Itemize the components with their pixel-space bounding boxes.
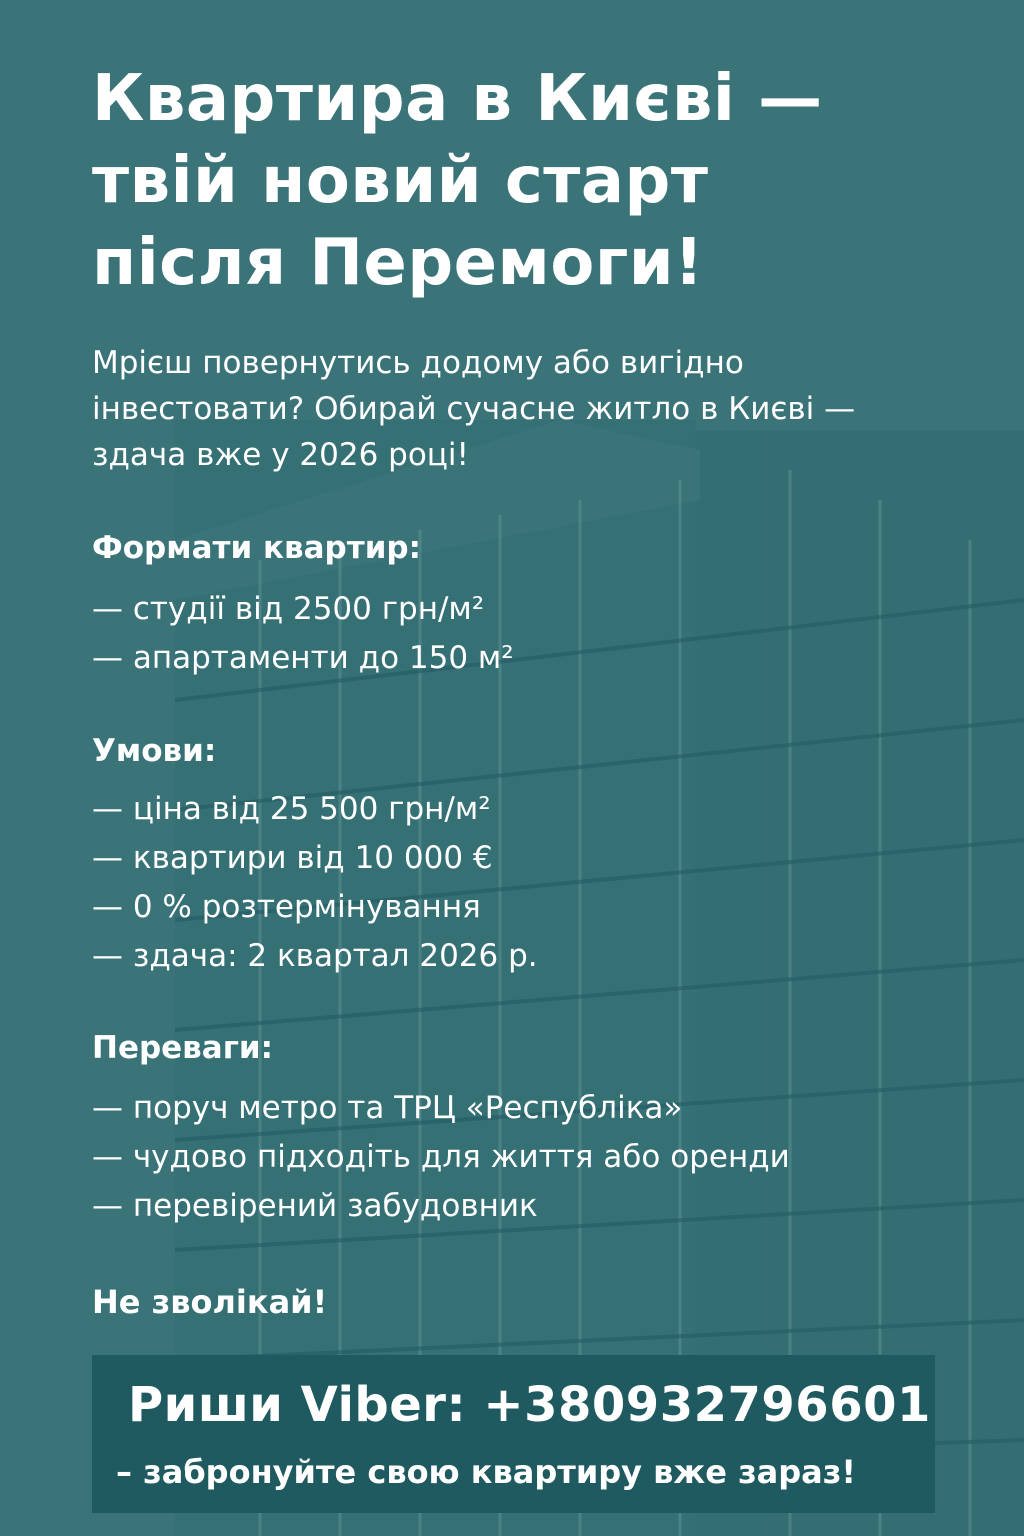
headline-line-2: твій новий старт xyxy=(92,144,709,218)
headline xyxy=(92,58,823,304)
intro-text: Мрієш повернутись додому або вигідно інвестовати? Обирай сучасне житло в Києві — здача вже у 2026 році! xyxy=(92,345,856,473)
list-item: — ціна від 25 500 грн/м² xyxy=(92,791,491,827)
advantages-title: Переваги: xyxy=(92,1030,274,1066)
list-item: — квартири від 10 000 € xyxy=(92,840,493,876)
list-item: — апартаменти до 150 м² xyxy=(92,640,514,676)
list-item: — здача: 2 квартал 2026 р. xyxy=(92,938,538,974)
cta-box[interactable] xyxy=(92,1355,935,1513)
viber-phone-link[interactable]: Риши Viber: +380932796601 xyxy=(128,1377,931,1433)
list-item: — 0 % розтермінування xyxy=(92,889,481,925)
conditions-list xyxy=(92,785,538,981)
headline-line-1: Квартира в Києві — xyxy=(92,62,823,136)
formats-list xyxy=(92,585,514,683)
list-item: — студії від 2500 грн/м² xyxy=(92,591,485,627)
list-item: — перевірений забудовник xyxy=(92,1188,538,1224)
advantages-list xyxy=(92,1084,790,1231)
list-item: — чудово підходіть для життя або оренди xyxy=(92,1139,790,1175)
booking-text: – забронуйте свою квартиру вже зараз! xyxy=(116,1453,856,1491)
formats-title: Формати квартир: xyxy=(92,530,422,566)
cta-note: Не зволікай! xyxy=(92,1283,328,1321)
headline-line-3: після Перемоги! xyxy=(92,226,704,300)
list-item: — поруч метро та ТРЦ «Республіка» xyxy=(92,1090,683,1126)
conditions-title: Умови: xyxy=(92,733,217,769)
